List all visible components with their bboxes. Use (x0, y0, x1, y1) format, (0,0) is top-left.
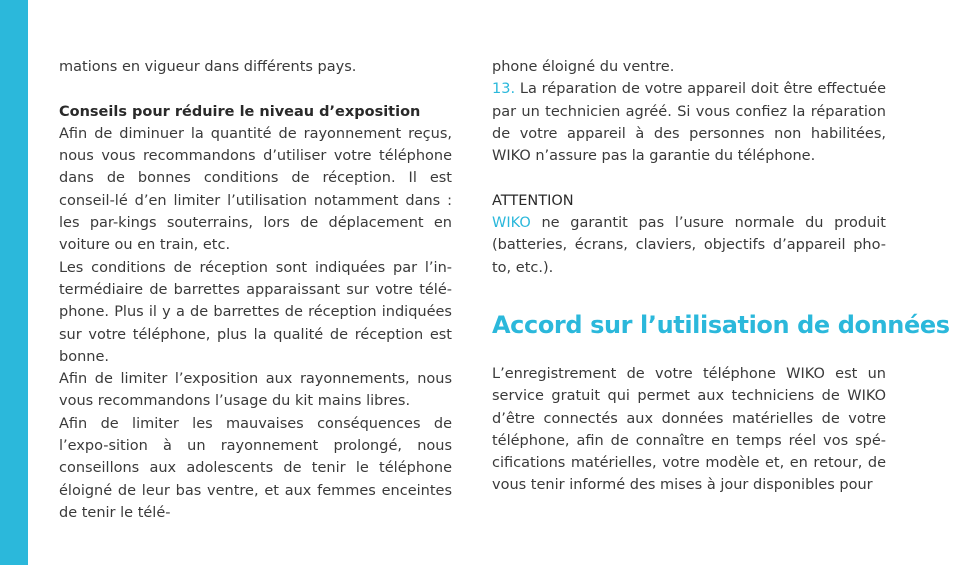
list-item-text: La réparation de votre appareil doit être effectuée par un technicien agréé. Si vous confiez la réparation de votre appareil à des personnes non habilitées, WIKO n’assure pas la garantie du téléphone. (492, 81, 886, 165)
section-title: Accord sur l’utilisation de données (492, 310, 950, 339)
left-column (59, 56, 452, 524)
spacer (492, 167, 886, 189)
attention-paragraph (492, 212, 886, 279)
list-number: 13. (492, 81, 516, 98)
list-item-13 (492, 78, 886, 167)
paragraph-reduce-exposure: Afin de diminuer la quantité de rayonnement reçus, nous vous recommandons d’utiliser votre téléphone dans de bonnes conditions de réception. Il est conseil-lé d’en limiter l’utilisation notamment dans : les par-kings souterrains, lors de déplacement en voiture ou en train, etc. (59, 125, 452, 254)
brand-name: WIKO (492, 215, 531, 232)
paragraph-hands-free: Afin de limiter l’exposition aux rayonnements, nous vous recommandons l’usage du kit mains libres. (59, 371, 452, 410)
attention-heading: ATTENTION (492, 192, 574, 209)
accent-side-bar (0, 0, 28, 565)
right-column (492, 56, 950, 497)
attention-text: ne garantit pas l’usure normale du produit (batteries, écrans, claviers, objectifs d’appareil pho-to, etc.). (492, 215, 886, 276)
paragraph-intro: mations en vigueur dans différents pays. (59, 59, 357, 75)
paragraph-continuation: phone éloigné du ventre. (492, 59, 675, 75)
section-subheading: Conseils pour réduire le niveau d’exposition (59, 103, 421, 120)
spacer (59, 78, 452, 100)
paragraph-prolonged-exposure: Afin de limiter les mauvaises conséquences de l’expo-sition à un rayonnement prolongé, nous conseillons aux adolescents de tenir le téléphone éloigné de leur bas ventre, et aux femmes enceintes de tenir le télé- (59, 415, 452, 521)
paragraph-reception-bars: Les conditions de réception sont indiquées par l’in-termédiaire de barrettes apparaissant sur votre télé-phone. Plus il y a de barrettes de réception indiquées sur votre téléphone, plus la qualité de réception est bonne. (59, 259, 452, 365)
paragraph-registration: L’enregistrement de votre téléphone WIKO est un service gratuit qui permet aux techniciens de WIKO d’être connectés aux données matérielles de votre téléphone, afin de connaître en temps réel vos spé-cifications matérielles, votre modèle et, en retour, de vous tenir informé des mises à jour disponibles pour (492, 365, 886, 494)
